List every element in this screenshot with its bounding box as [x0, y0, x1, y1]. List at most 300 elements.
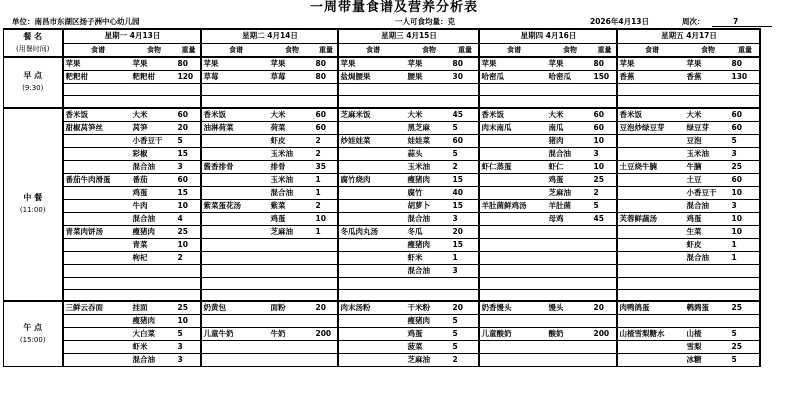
dish-cell — [617, 84, 685, 96]
ingredient-cell: 牛腩 — [685, 160, 730, 173]
dish-cell — [479, 264, 547, 277]
ingredient-cell: 玉米油 — [269, 147, 314, 160]
ingredient-cell — [547, 277, 592, 289]
qty-cell: 1 — [314, 225, 338, 238]
ingredient-cell — [547, 251, 592, 264]
qty-cell: 5 — [730, 354, 760, 367]
qty-cell: 5 — [176, 328, 201, 341]
meal-name: 中 餐 — [23, 193, 43, 203]
ingredient-cell — [685, 277, 730, 289]
dish-cell: 哈密瓜 — [479, 71, 547, 84]
meal-header-label: 餐 名 — [23, 32, 43, 41]
qty-cell: 10 — [592, 160, 617, 173]
qty-cell: 80 — [730, 57, 760, 71]
dish-cell — [617, 173, 685, 186]
qty-cell — [451, 96, 479, 108]
menu-table — [3, 28, 761, 367]
dish-cell: 粑粑柑 — [63, 71, 131, 84]
ingredient-cell: 面粉 — [269, 301, 314, 315]
dish-cell — [479, 212, 547, 225]
qty-cell: 10 — [730, 186, 760, 199]
qty-cell: 1 — [314, 173, 338, 186]
qty-cell: 200 — [592, 328, 617, 341]
dish-cell — [338, 289, 406, 301]
ingredient-cell: 紫菜 — [269, 199, 314, 212]
dish-cell — [63, 315, 131, 328]
dish-cell — [617, 134, 685, 147]
ingredient-cell — [547, 315, 592, 328]
ingredient-cell — [685, 96, 730, 108]
ingredient-cell — [685, 84, 730, 96]
ingredient-cell: 虾仁 — [547, 160, 592, 173]
ingredient-cell — [131, 84, 176, 96]
dish-cell — [338, 199, 406, 212]
dish-cell — [63, 289, 131, 301]
ingredient-cell: 番茄 — [131, 173, 176, 186]
qty-cell — [314, 277, 338, 289]
dish-cell: 豆泡炒绿豆芽 — [617, 121, 685, 134]
col-header-qty: 重量 — [451, 43, 479, 57]
ingredient-cell: 彩椒 — [131, 147, 176, 160]
qty-cell: 80 — [176, 57, 201, 71]
dish-cell — [338, 147, 406, 160]
ingredient-cell: 酸奶 — [547, 328, 592, 341]
dish-cell: 腐竹烧肉 — [338, 173, 406, 186]
ingredient-cell: 大米 — [131, 108, 176, 122]
meal-cell-1 — [4, 57, 63, 108]
qty-cell: 20 — [451, 225, 479, 238]
ingredient-cell: 菠菜 — [406, 341, 451, 354]
qty-cell — [451, 84, 479, 96]
qty-cell: 80 — [451, 57, 479, 71]
qty-cell: 10 — [176, 238, 201, 251]
ingredient-cell — [406, 96, 451, 108]
qty-cell: 150 — [592, 71, 617, 84]
ingredient-cell: 小香豆干 — [131, 134, 176, 147]
dish-cell — [617, 315, 685, 328]
ingredient-cell: 混合油 — [406, 264, 451, 277]
ingredient-cell — [685, 264, 730, 277]
qty-cell: 60 — [314, 121, 338, 134]
table-row — [4, 301, 760, 315]
ingredient-cell — [269, 354, 314, 367]
ingredient-cell — [406, 289, 451, 301]
ingredient-cell: 混合油 — [269, 186, 314, 199]
dish-cell — [338, 160, 406, 173]
ingredient-cell: 瘦猪肉 — [406, 173, 451, 186]
qty-cell: 10 — [730, 212, 760, 225]
qty-cell: 15 — [451, 238, 479, 251]
qty-cell: 120 — [176, 71, 201, 84]
ingredient-cell: 青菜 — [131, 238, 176, 251]
dish-cell — [479, 315, 547, 328]
qty-cell: 5 — [451, 315, 479, 328]
ingredient-cell: 芝麻油 — [547, 186, 592, 199]
ingredient-cell — [547, 238, 592, 251]
dish-cell — [63, 212, 131, 225]
qty-cell — [592, 289, 617, 301]
ingredient-cell — [547, 96, 592, 108]
dish-cell — [63, 341, 131, 354]
ingredient-cell — [685, 315, 730, 328]
table-row — [4, 238, 760, 251]
qty-cell — [730, 315, 760, 328]
dish-cell — [338, 186, 406, 199]
qty-cell: 3 — [451, 212, 479, 225]
ingredient-cell: 冰糖 — [685, 354, 730, 367]
qty-cell: 35 — [314, 160, 338, 173]
qty-cell — [176, 84, 201, 96]
ingredient-cell: 混合油 — [406, 212, 451, 225]
ingredient-cell: 混合油 — [131, 160, 176, 173]
ingredient-cell: 冬瓜 — [406, 225, 451, 238]
ingredient-cell: 虾皮 — [685, 238, 730, 251]
qty-cell: 2 — [314, 199, 338, 212]
ingredient-cell: 排骨 — [269, 160, 314, 173]
qty-cell — [730, 264, 760, 277]
table-row — [4, 134, 760, 147]
dish-cell — [201, 251, 269, 264]
qty-cell: 2 — [451, 160, 479, 173]
ingredient-cell: 豆泡 — [685, 134, 730, 147]
ingredient-cell: 牛肉 — [131, 199, 176, 212]
ingredient-cell — [131, 96, 176, 108]
dish-cell — [63, 238, 131, 251]
day-header-2: 星期二 4月14日 — [201, 29, 338, 43]
qty-cell: 45 — [592, 212, 617, 225]
ingredient-cell: 大米 — [406, 108, 451, 122]
qty-cell: 3 — [176, 354, 201, 367]
dish-cell — [617, 277, 685, 289]
ingredient-cell — [269, 251, 314, 264]
ingredient-cell — [406, 277, 451, 289]
table-row — [4, 121, 760, 134]
dish-cell: 苹果 — [63, 57, 131, 71]
ingredient-cell: 鸡蛋 — [547, 173, 592, 186]
dish-cell: 香米饭 — [617, 108, 685, 122]
table-row — [4, 186, 760, 199]
dish-cell — [617, 264, 685, 277]
ingredient-cell: 枸杞 — [131, 251, 176, 264]
qty-cell — [314, 96, 338, 108]
qty-cell — [451, 289, 479, 301]
col-header-ingredient: 食物 — [131, 43, 176, 57]
dish-cell: 芙蓉鲜蔬汤 — [617, 212, 685, 225]
qty-cell — [730, 277, 760, 289]
ingredient-cell: 土豆 — [685, 173, 730, 186]
meal-header-sublabel: (用餐时间) — [16, 45, 50, 53]
dish-cell — [201, 96, 269, 108]
dish-cell: 苹果 — [201, 57, 269, 71]
table-row — [4, 225, 760, 238]
dish-cell — [63, 328, 131, 341]
qty-cell: 5 — [451, 341, 479, 354]
dish-cell: 肉末汤粉 — [338, 301, 406, 315]
ingredient-cell: 大米 — [547, 108, 592, 122]
meal-header-cell — [4, 29, 63, 57]
dish-cell: 香米饭 — [63, 108, 131, 122]
ingredient-cell — [547, 341, 592, 354]
qty-cell: 20 — [592, 301, 617, 315]
dish-cell — [479, 354, 547, 367]
meal-cell-3 — [4, 301, 63, 367]
dish-cell — [617, 186, 685, 199]
qty-cell: 3 — [730, 199, 760, 212]
qty-cell: 25 — [592, 173, 617, 186]
qty-cell: 2 — [176, 251, 201, 264]
ingredient-cell: 大白菜 — [131, 328, 176, 341]
dish-cell — [338, 251, 406, 264]
dish-cell: 盐焗腰果 — [338, 71, 406, 84]
dish-cell: 山楂雪梨糖水 — [617, 328, 685, 341]
qty-cell: 3 — [730, 147, 760, 160]
qty-cell: 30 — [451, 71, 479, 84]
dish-cell: 酱香排骨 — [201, 160, 269, 173]
table-row — [4, 199, 760, 212]
week-label: 周次： — [682, 17, 705, 26]
qty-cell — [592, 251, 617, 264]
qty-cell: 60 — [176, 108, 201, 122]
qty-cell: 2 — [314, 134, 338, 147]
ingredient-cell: 鸡蛋 — [685, 212, 730, 225]
dish-cell — [617, 341, 685, 354]
meal-time: (15:00) — [19, 336, 46, 344]
ingredient-cell: 莴笋 — [131, 121, 176, 134]
qty-cell: 15 — [176, 147, 201, 160]
dish-cell — [479, 238, 547, 251]
col-header-dish: 食谱 — [201, 43, 269, 57]
dish-cell — [338, 354, 406, 367]
col-header-dish: 食谱 — [479, 43, 547, 57]
week-underline — [712, 17, 772, 27]
ingredient-cell: 虾米 — [406, 251, 451, 264]
ingredient-cell: 哈密瓜 — [547, 71, 592, 84]
qty-cell: 60 — [730, 108, 760, 122]
qty-cell — [592, 96, 617, 108]
table-row — [4, 289, 760, 301]
dish-cell: 儿童酸奶 — [479, 328, 547, 341]
qty-cell: 80 — [314, 57, 338, 71]
qty-cell — [176, 277, 201, 289]
ingredient-cell: 鸡蛋 — [131, 186, 176, 199]
dish-cell: 苹果 — [617, 57, 685, 71]
meal-name: 早 点 — [23, 71, 43, 81]
dish-cell: 油淋荷菜 — [201, 121, 269, 134]
dish-cell — [338, 238, 406, 251]
ingredient-cell: 绿豆芽 — [685, 121, 730, 134]
dish-cell — [201, 186, 269, 199]
dish-cell — [617, 96, 685, 108]
dish-cell: 甜椒莴笋丝 — [63, 121, 131, 134]
qty-cell: 5 — [451, 147, 479, 160]
qty-cell — [592, 84, 617, 96]
qty-cell: 2 — [451, 354, 479, 367]
ingredient-cell — [547, 264, 592, 277]
qty-cell — [176, 264, 201, 277]
qty-cell: 10 — [592, 134, 617, 147]
dish-cell — [63, 84, 131, 96]
meal-name: 午 点 — [23, 323, 43, 332]
ingredient-cell — [547, 289, 592, 301]
qty-cell: 25 — [730, 301, 760, 315]
qty-cell — [314, 238, 338, 251]
ingredient-cell: 猪肉 — [547, 134, 592, 147]
ingredient-cell: 苹果 — [269, 57, 314, 71]
dish-cell — [479, 277, 547, 289]
qty-cell — [314, 289, 338, 301]
day-header-1: 星期一 4月13日 — [63, 29, 201, 43]
dish-cell — [63, 134, 131, 147]
ingredient-cell: 混合油 — [131, 212, 176, 225]
ingredient-cell: 苹果 — [131, 57, 176, 71]
table-row — [4, 328, 760, 341]
dish-cell — [479, 173, 547, 186]
meal-time: (11:00) — [19, 206, 46, 215]
ingredient-cell: 小香豆干 — [685, 186, 730, 199]
col-header-qty: 重量 — [592, 43, 617, 57]
ingredient-cell: 瘦猪肉 — [131, 225, 176, 238]
week-value: 7 — [733, 17, 739, 26]
table-row — [4, 147, 760, 160]
dish-cell: 三鲜云吞面 — [63, 301, 131, 315]
ingredient-cell: 挂面 — [131, 301, 176, 315]
day-header-4: 星期四 4月16日 — [479, 29, 617, 43]
day-header-3: 星期三 4月15日 — [338, 29, 479, 43]
dish-cell — [63, 264, 131, 277]
date-label: 2026年4月13日 — [590, 17, 650, 26]
info-bar — [0, 16, 788, 28]
meal-cell-2 — [4, 108, 63, 302]
ingredient-cell: 黑芝麻 — [406, 121, 451, 134]
qty-cell — [314, 315, 338, 328]
qty-cell — [176, 289, 201, 301]
table-row — [4, 277, 760, 289]
dish-cell — [201, 134, 269, 147]
qty-cell: 2 — [314, 147, 338, 160]
ingredient-cell: 蒜头 — [406, 147, 451, 160]
ingredient-cell: 芝麻油 — [269, 225, 314, 238]
ingredient-cell: 苹果 — [685, 57, 730, 71]
col-header-qty: 重量 — [176, 43, 201, 57]
dish-cell — [617, 199, 685, 212]
dish-cell: 草莓 — [201, 71, 269, 84]
ingredient-cell: 苹果 — [406, 57, 451, 71]
table-row — [4, 108, 760, 122]
qty-cell: 10 — [314, 212, 338, 225]
col-header-ingredient: 食物 — [406, 43, 451, 57]
dish-cell — [479, 134, 547, 147]
qty-cell: 1 — [730, 238, 760, 251]
ingredient-cell — [269, 238, 314, 251]
ingredient-cell — [269, 315, 314, 328]
table-row — [4, 354, 760, 367]
ingredient-cell — [547, 225, 592, 238]
dish-cell: 炒娃娃菜 — [338, 134, 406, 147]
table-row — [4, 264, 760, 277]
qty-cell: 80 — [314, 71, 338, 84]
ingredient-cell: 玉米油 — [406, 160, 451, 173]
ingredient-cell: 干米粉 — [406, 301, 451, 315]
ingredient-cell — [269, 277, 314, 289]
qty-cell: 130 — [730, 71, 760, 84]
dish-cell: 香蕉 — [617, 71, 685, 84]
dish-cell — [479, 147, 547, 160]
table-row — [4, 160, 760, 173]
dish-cell: 奶香馒头 — [479, 301, 547, 315]
meal-time: (9:30) — [22, 84, 44, 93]
qty-cell: 10 — [730, 225, 760, 238]
dish-cell — [617, 354, 685, 367]
qty-cell: 2 — [592, 186, 617, 199]
ingredient-cell: 大米 — [685, 108, 730, 122]
ingredient-cell — [685, 289, 730, 301]
dish-cell — [201, 212, 269, 225]
dish-cell — [201, 264, 269, 277]
ingredient-cell: 虾皮 — [269, 134, 314, 147]
ingredient-cell — [269, 289, 314, 301]
ingredient-cell: 胡萝卜 — [406, 199, 451, 212]
qty-cell — [592, 238, 617, 251]
dish-cell — [479, 225, 547, 238]
qty-cell: 10 — [176, 315, 201, 328]
qty-cell — [314, 84, 338, 96]
ingredient-cell: 瘦猪肉 — [406, 315, 451, 328]
dish-cell: 香米饭 — [479, 108, 547, 122]
dish-cell — [617, 147, 685, 160]
dish-cell — [479, 84, 547, 96]
table-row — [4, 212, 760, 225]
ingredient-cell — [131, 277, 176, 289]
dish-cell — [63, 251, 131, 264]
ingredient-cell: 鸡蛋 — [269, 212, 314, 225]
qty-cell: 20 — [176, 121, 201, 134]
ingredient-cell: 粑粑柑 — [131, 71, 176, 84]
qty-cell: 25 — [730, 160, 760, 173]
qty-cell: 15 — [451, 199, 479, 212]
col-header-dish: 食谱 — [338, 43, 406, 57]
col-header-ingredient: 食物 — [269, 43, 314, 57]
qty-cell — [592, 264, 617, 277]
dish-cell — [63, 186, 131, 199]
qty-cell: 80 — [592, 57, 617, 71]
dish-cell — [338, 315, 406, 328]
dish-cell — [338, 96, 406, 108]
ingredient-cell — [269, 264, 314, 277]
qty-cell: 60 — [176, 173, 201, 186]
qty-cell: 4 — [176, 212, 201, 225]
col-header-qty: 重量 — [314, 43, 338, 57]
qty-cell: 5 — [451, 328, 479, 341]
ingredient-cell: 牛奶 — [269, 328, 314, 341]
dish-cell — [479, 186, 547, 199]
qty-cell: 60 — [451, 134, 479, 147]
qty-cell — [314, 264, 338, 277]
qty-cell: 15 — [451, 173, 479, 186]
dish-cell: 羊肚菌鲜鸡汤 — [479, 199, 547, 212]
dish-cell: 奶黄包 — [201, 301, 269, 315]
dish-cell — [479, 289, 547, 301]
dish-cell: 肉鸭鸽蛋 — [617, 301, 685, 315]
ingredient-cell: 玉米油 — [269, 173, 314, 186]
dish-cell — [338, 328, 406, 341]
table-row — [4, 251, 760, 264]
ingredient-cell — [406, 84, 451, 96]
table-row — [4, 173, 760, 186]
qty-cell — [592, 225, 617, 238]
ingredient-cell — [547, 354, 592, 367]
dish-cell — [479, 96, 547, 108]
dish-cell: 番茄牛肉滑蛋 — [63, 173, 131, 186]
